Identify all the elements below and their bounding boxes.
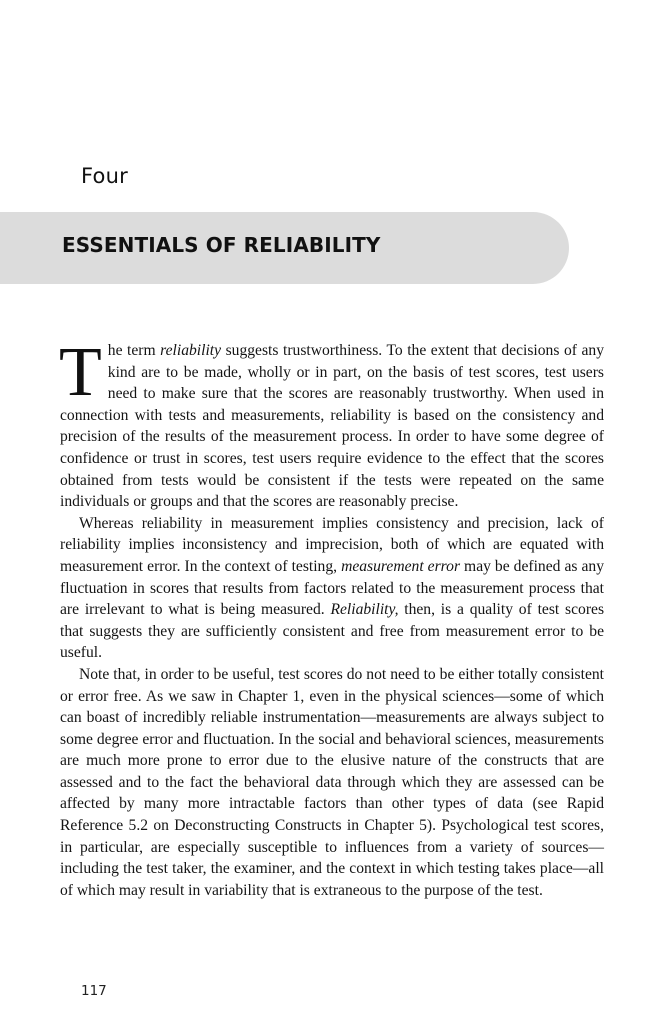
text-run: he term: [107, 342, 161, 359]
defined-term: reliability: [160, 342, 222, 359]
defined-term: measurement error: [341, 557, 461, 575]
paragraph-2: [60, 513, 604, 664]
paragraph-1: [59, 334, 604, 513]
defined-term: Reliability,: [330, 601, 399, 619]
chapter-number: Four: [81, 164, 128, 188]
text-run: may be defined as any fluctuation in scores that results from factors related to the measurement process that are irrelevant to what is being measured.: [60, 557, 605, 619]
text-run: then, is a quality of test scores that suggests they are sufficiently consistent and free from measurement error to be useful.: [60, 601, 605, 662]
text-run: Note that, in order to be useful, test scores do not need to be either totally consistent or error free. As we saw in Chapter 1, even in the physical sciences—some of which can boast of incredibly reliable instrumentation—measurements are always subject to some degree error and fluctuation. In the social and behavioral sciences, measurements are much more prone to error due to the elusive nature of the constructs that are assessed and to the fact the behavioral data through which they are assessed can be affected by many more intractable factors than other types of data (see Rapid Reference 5.2 on Deconstructing Constructs in Chapter 5). Psychological test scores, in particular, are especially susceptible to influences from a variety of sources—including the test taker, the examiner, and the context in which testing takes place—all of which may result in variability that is extraneous to the purpose of the test.: [60, 665, 604, 899]
chapter-title: ESSENTIALS OF RELIABILITY: [62, 233, 381, 257]
text-run: suggests trustworthiness. To the extent that decisions of any kind are to be made, wholly or in part, on the basis of test scores, test users need to make sure that the scores are reasonably trustworthy. When used in connection with tests and measurements, reliability is based on the consistency and precision of the results of the measurement process. In order to have some degree of confidence or trust in scores, test users require evidence to the effect that the scores obtained from tests would be consistent if the tests were repeated on the same individuals or groups and that the scores are reasonably precise.: [60, 342, 604, 511]
text-run: Whereas reliability in measurement implies consistency and precision, lack of reliability implies inconsistency and imprecision, both of which are equated with measurement error. In the context of testing,: [60, 514, 604, 575]
body-text: [59, 334, 605, 901]
paragraph-3: [60, 664, 604, 902]
page-number: 117: [81, 983, 107, 999]
drop-cap: T: [59, 334, 102, 411]
